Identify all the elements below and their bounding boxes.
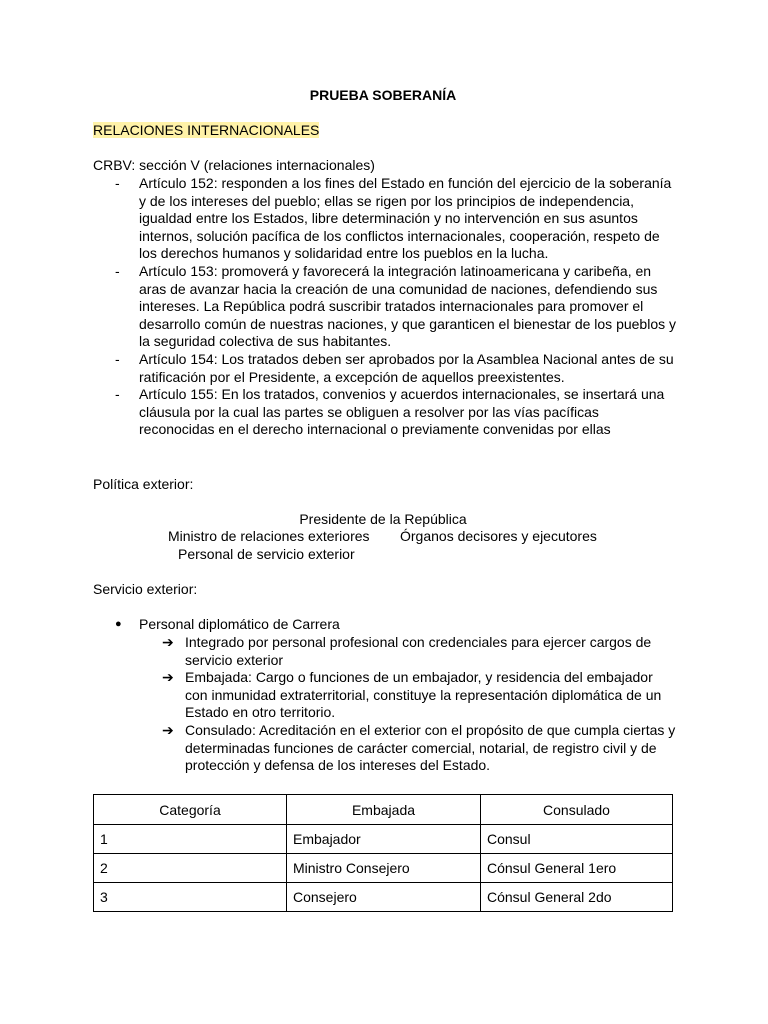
dash-marker: - bbox=[115, 175, 120, 191]
dash-marker: - bbox=[115, 350, 120, 367]
dash-marker: - bbox=[115, 386, 120, 403]
table-cell: 1 bbox=[94, 825, 287, 854]
table-cell: Embajador bbox=[287, 825, 481, 854]
table-row bbox=[94, 883, 673, 912]
list-item bbox=[93, 386, 678, 439]
arrow-icon: ➔ bbox=[162, 669, 174, 686]
list-item bbox=[93, 634, 678, 669]
table-row bbox=[94, 825, 673, 854]
carrera-text: Personal diplomático de Carrera bbox=[139, 616, 340, 632]
org-right: Órganos decisores y ejecutores bbox=[400, 528, 597, 544]
sub-item-text: Embajada: Cargo o funciones de un embajador, y residencia del embajador con inmunidad extraterritorial, constituye la representación diplomática de un Estado en otro territorio. bbox=[185, 669, 662, 721]
articles-list bbox=[93, 175, 678, 439]
org-top: Presidente de la República bbox=[299, 511, 467, 527]
article-text: Artículo 152: responden a los fines del Estado en función del ejercicio de la soberanía y de los intereses del pueblo; ellas se rigen por los principios de independencia, igualdad entre los Estados, libre determinación y no intervención en sus asuntos internos, solución pacífica de los conflictos internacionales, cooperación, respeto de los derechos humanos y solidaridad entre los pueblos en la lucha. bbox=[139, 175, 672, 262]
table-header-row bbox=[94, 795, 673, 825]
list-item bbox=[93, 351, 678, 386]
table-cell: 2 bbox=[94, 854, 287, 883]
table-cell: Cónsul General 1ero bbox=[481, 854, 673, 883]
sub-item-text: Integrado por personal profesional con credenciales para ejercer cargos de servicio exterior bbox=[185, 634, 652, 668]
arrow-icon: ➔ bbox=[162, 634, 174, 650]
bullet-icon: ● bbox=[115, 618, 122, 630]
sub-items-list bbox=[93, 634, 678, 775]
section-heading bbox=[93, 122, 319, 140]
table-cell: Ministro Consejero bbox=[287, 854, 481, 883]
crbv-heading: CRBV: sección V (relaciones internacionales) bbox=[93, 157, 375, 173]
article-text: Artículo 153: promoverá y favorecerá la integración latinoamericana y caribeña, en aras de avanzar hacia la creación de una comunidad de naciones, defendiendo sus intereses. La República podrá suscribir tratados internacionales para promover el desarrollo común de nuestras naciones, y que garanticen el bienestar de los pueblos y la seguridad colectiva de sus habitantes. bbox=[139, 262, 676, 350]
list-item bbox=[93, 669, 678, 722]
list-item bbox=[93, 263, 678, 351]
category-table bbox=[93, 794, 673, 912]
list-item bbox=[93, 175, 678, 263]
dash-marker: - bbox=[115, 262, 120, 279]
article-text: Artículo 154: Los tratados deben ser aprobados por la Asamblea Nacional antes de su ratificación por el Presidente, a excepción de aquellos preexistentes. bbox=[139, 350, 674, 385]
politica-heading: Política exterior: bbox=[93, 476, 194, 492]
table-header-cell: Categoría bbox=[94, 795, 287, 825]
table-row bbox=[94, 854, 673, 883]
table-cell: 3 bbox=[94, 883, 287, 912]
org-bottom: Personal de servicio exterior bbox=[178, 546, 355, 562]
table-cell: Consul bbox=[481, 825, 673, 854]
servicio-heading: Servicio exterior: bbox=[93, 581, 198, 597]
org-left: Ministro de relaciones exteriores bbox=[168, 528, 370, 544]
list-item bbox=[93, 722, 678, 775]
document-title: PRUEBA SOBERANÍA bbox=[309, 87, 457, 103]
arrow-icon: ➔ bbox=[162, 721, 174, 738]
table-header-cell: Embajada bbox=[287, 795, 481, 825]
table-cell: Cónsul General 2do bbox=[481, 883, 673, 912]
highlighted-heading: RELACIONES INTERNACIONALES bbox=[93, 122, 320, 138]
table-header-cell: Consulado bbox=[481, 795, 673, 825]
table-cell: Consejero bbox=[287, 883, 481, 912]
article-text: Artículo 155: En los tratados, convenios y acuerdos internacionales, se insertará una cláusula por la cual las partes se obliguen a resolver por las vías pacíficas reconocidas en el derecho internacional o previamente convenidas por ellas bbox=[139, 386, 665, 438]
sub-item-text: Consulado: Acreditación en el exterior con el propósito de que cumpla ciertas y determinadas funciones de carácter comercial, notarial, de registro civil y de protección y defensa de los intereses del Estado. bbox=[185, 721, 676, 774]
